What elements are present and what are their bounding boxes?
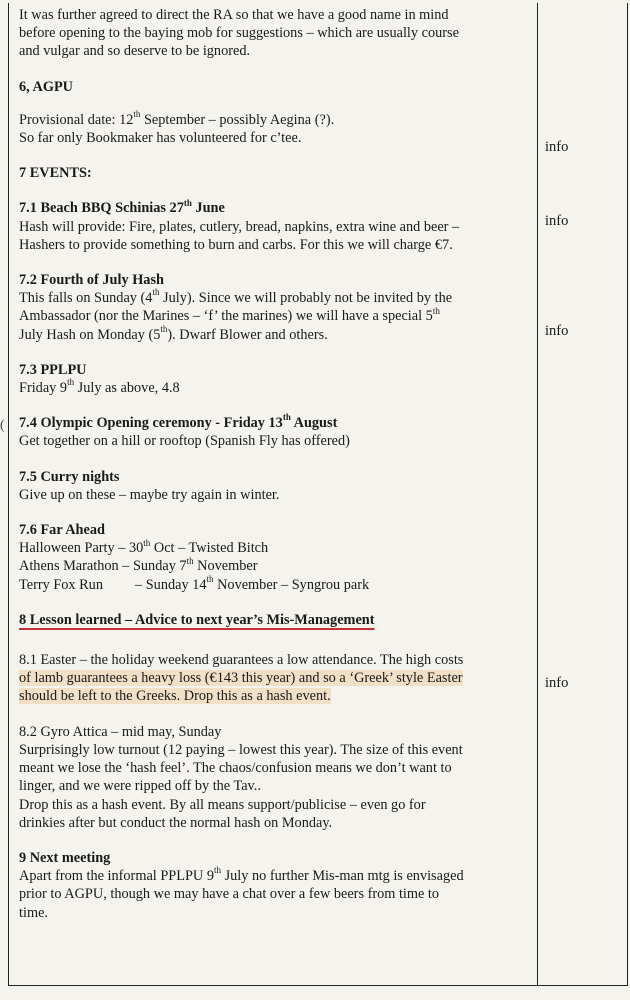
next-meeting-line: Apart from the informal PPLPU 9th July no further Mis-man mtg is envisaged xyxy=(19,865,464,885)
olympic-section xyxy=(19,414,531,450)
july-line: July Hash on Monday (5th). Dwarf Blower and others. xyxy=(19,323,328,343)
bbq-section xyxy=(19,199,531,254)
gyro-line: 8.2 Gyro Attica – mid may, Sunday xyxy=(19,723,222,740)
gyro-line: Surprisingly low turnout (12 paying – lowest this year). The size of this event xyxy=(19,741,463,758)
july-section xyxy=(19,271,531,344)
events-heading: 7 EVENTS: xyxy=(19,165,92,182)
far-ahead-row: Terry Fox Run – Sunday 14th November – Syngrou park xyxy=(19,573,370,593)
intro-line: before opening to the baying mob for suggestions – which are usually course xyxy=(19,25,459,42)
next-meeting-heading: 9 Next meeting xyxy=(19,849,111,866)
gyro-line: linger, and we were ripped off by the Tav.. xyxy=(19,778,261,795)
minutes-page xyxy=(8,3,628,986)
lesson-heading: 8 Lesson learned – Advice to next year’s Mis-Management xyxy=(19,611,375,628)
july-line: Ambassador (nor the Marines – ‘f’ the marines) we will have a special 5th xyxy=(19,305,440,325)
far-ahead-section xyxy=(19,521,531,594)
intro-paragraph xyxy=(19,3,531,61)
olympic-line: Get together on a hill or rooftop (Spanish Fly has offered) xyxy=(19,433,350,450)
next-meeting-line: prior to AGPU, though we may have a chat over a few beers from time to xyxy=(19,886,440,903)
margin-mark: ( xyxy=(0,418,5,433)
bbq-line: Hash will provide: Fire, plates, cutlery, bread, napkins, extra wine and beer – xyxy=(19,218,460,235)
bbq-line: Hashers to provide something to burn and carbs. For this we will charge €7. xyxy=(19,236,453,253)
minutes-body xyxy=(19,3,531,922)
far-ahead-heading: 7.6 Far Ahead xyxy=(19,522,105,539)
july-heading: 7.2 Fourth of July Hash xyxy=(19,272,164,289)
easter-line: 8.1 Easter – the holiday weekend guarantees a low attendance. The high costs xyxy=(19,652,464,669)
curry-heading: 7.5 Curry nights xyxy=(19,468,120,485)
side-note-info: info xyxy=(545,675,569,691)
agpu-line: So far only Bookmaker has volunteered for c’tee. xyxy=(19,130,302,147)
far-ahead-row: Halloween Party – 30th Oct – Twisted Bitch xyxy=(19,537,269,557)
agpu-line: Provisional date: 12th September – possibly Aegina (?). xyxy=(19,109,335,128)
july-line: This falls on Sunday (4th July). Since we will probably not be invited by the xyxy=(19,287,453,307)
side-note-info: info xyxy=(545,213,569,229)
intro-line: It was further agreed to direct the RA so that we have a good name in mind xyxy=(19,7,449,23)
pplpu-section xyxy=(19,361,531,397)
pplpu-heading: 7.3 PPLPU xyxy=(19,361,87,378)
olympic-heading: 7.4 Olympic Opening ceremony - Friday 13th August xyxy=(19,412,338,432)
gyro-line: Drop this as a hash event. By all means support/publicise – even go for xyxy=(19,796,426,813)
gyro-line: drinkies after but conduct the normal hash on Monday. xyxy=(19,814,333,831)
curry-section xyxy=(19,468,531,504)
intro-line: and vulgar and so deserve to be ignored. xyxy=(19,43,251,60)
side-note-info: info xyxy=(545,323,569,339)
curry-line: Give up on these – maybe try again in winter. xyxy=(19,486,280,503)
bbq-heading: 7.1 Beach BBQ Schinias 27th June xyxy=(19,197,225,217)
agpu-heading: 6, AGPU xyxy=(19,78,74,95)
pplpu-line: Friday 9th July as above, 4.8 xyxy=(19,377,180,397)
next-meeting-section xyxy=(19,849,531,922)
easter-line: should be left to the Greeks. Drop this as a hash event. xyxy=(19,688,331,705)
gyro-section xyxy=(19,723,531,832)
side-note-info: info xyxy=(545,139,569,155)
easter-section xyxy=(19,651,531,706)
gyro-line: meant we lose the ‘hash feel’. The chaos/confusion means we don’t want to xyxy=(19,760,452,777)
far-ahead-row: Athens Marathon – Sunday 7th November xyxy=(19,555,258,575)
agpu-section xyxy=(19,111,531,147)
next-meeting-line: time. xyxy=(19,904,48,921)
column-divider xyxy=(537,3,538,985)
easter-line: of lamb guarantees a heavy loss (€143 this year) and so a ‘Greek’ style Easter xyxy=(19,670,463,687)
